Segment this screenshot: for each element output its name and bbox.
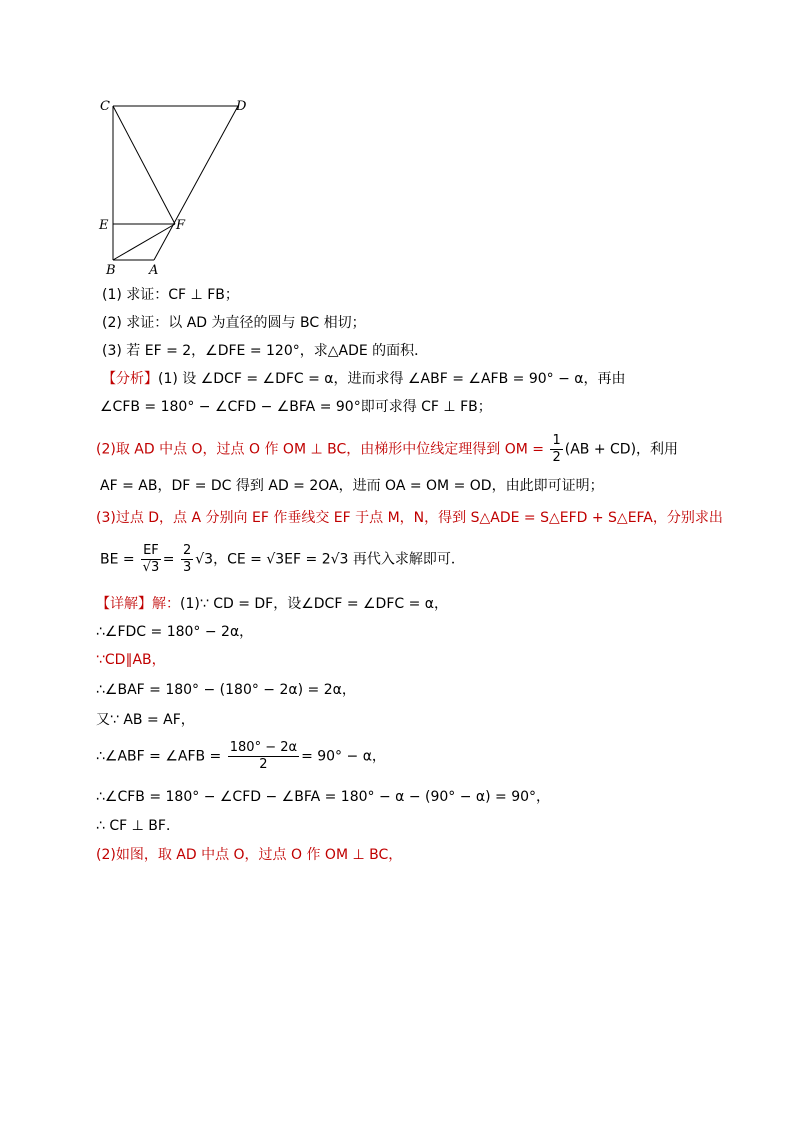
- solution-line-2: ∴∠FDC = 180° − 2α，: [96, 624, 254, 640]
- analysis-line-4: AF = AB，DF = DC 得到 AD = 2OA，进而 OA = OM = OD，由此即可证明；: [100, 478, 604, 494]
- question-1: (1) 求证：CF ⊥ FB；: [102, 287, 239, 303]
- segment-BF: [113, 224, 175, 260]
- fraction-ef-numerator: EF: [143, 543, 159, 558]
- fraction-angle-numerator: 180° − 2α: [229, 740, 298, 755]
- geometry-figure: [96, 92, 266, 282]
- fraction-half: [550, 433, 562, 466]
- analysis-line-2: ∠CFB = 180° − ∠CFD − ∠BFA = 90°即可求得 CF ⊥ FB；: [100, 399, 492, 415]
- label-F: F: [176, 218, 186, 233]
- label-C: C: [100, 99, 110, 114]
- analysis-p2a-post: (AB + CD)，利用: [564, 441, 679, 458]
- analysis-line-5: (3)过点 D，点 A 分别向 EF 作垂线交 EF 于点 M，N，得到 S△ADE = S△EFD + S△EFA，分别求出: [96, 510, 723, 526]
- analysis-p2a-pre: (2)取 AD 中点 O，过点 O 作 OM ⊥ BC，由梯形中位线定理得到 OM =: [96, 441, 544, 458]
- analysis-tag: 【分析】: [102, 371, 158, 387]
- solution-line-7: ∴∠CFB = 180° − ∠CFD − ∠BFA = 180° − α − (90° − α) = 90°，: [96, 789, 551, 805]
- label-D: D: [236, 99, 247, 114]
- fraction-ef-denominator: √3: [142, 560, 160, 575]
- question-2: (2) 求证：以 AD 为直径的圆与 BC 相切；: [102, 315, 366, 331]
- solution-s6-pre: ∴∠ABF = ∠AFB =: [96, 748, 222, 765]
- solution-s6-post: = 90° − α，: [301, 748, 386, 765]
- solution-line-5: 又∵ AB = AF，: [96, 712, 195, 728]
- fraction-angle-denominator: 2: [259, 757, 268, 772]
- solution-line-1: [96, 594, 448, 614]
- analysis-line-6: [100, 543, 465, 576]
- fraction-half-denominator: 2: [552, 450, 561, 465]
- solution-tag: 【详解】解：: [96, 596, 180, 612]
- analysis-line-1: [102, 369, 626, 389]
- analysis-line-3: [96, 433, 678, 466]
- fraction-half-numerator: 1: [552, 433, 561, 448]
- analysis-p1a: (1) 设 ∠DCF = ∠DFC = α，进而求得 ∠ABF = ∠AFB = 90° − α，再由: [158, 371, 626, 387]
- solution-s1: (1)∵ CD = DF，设∠DCF = ∠DFC = α，: [180, 596, 449, 612]
- solution-line-9: [96, 845, 402, 865]
- solution-line-8: ∴ CF ⊥ BF．: [96, 818, 180, 834]
- label-B: B: [106, 263, 116, 278]
- solution-line-3: ∵CD∥AB，: [96, 652, 166, 668]
- label-A: A: [149, 263, 159, 278]
- question-3: (3) 若 EF = 2，∠DFE = 120°，求△ADE 的面积．: [102, 343, 429, 359]
- label-E: E: [99, 218, 109, 233]
- solution-s9: (2)如图，取 AD 中点 O，过点 O 作 OM ⊥ BC，: [96, 847, 403, 863]
- fraction-two-thirds-denominator: 3: [182, 560, 192, 575]
- fraction-angle-half: [228, 740, 299, 773]
- solution-line-4: ∴∠BAF = 180° − (180° − 2α) = 2α，: [96, 682, 356, 698]
- segment-CF: [113, 106, 175, 224]
- fraction-ef-sqrt3: [141, 543, 161, 576]
- analysis-p3b-pre: BE =: [100, 551, 135, 568]
- analysis-p3b-mid: =: [162, 551, 175, 568]
- fraction-two-thirds-numerator: 2: [182, 543, 192, 558]
- solution-line-6: [96, 740, 386, 773]
- segment-DA: [154, 106, 238, 260]
- analysis-p3b-post: √3，CE = √3EF = 2√3 再代入求解即可．: [195, 551, 465, 568]
- fraction-two-thirds: [181, 543, 193, 576]
